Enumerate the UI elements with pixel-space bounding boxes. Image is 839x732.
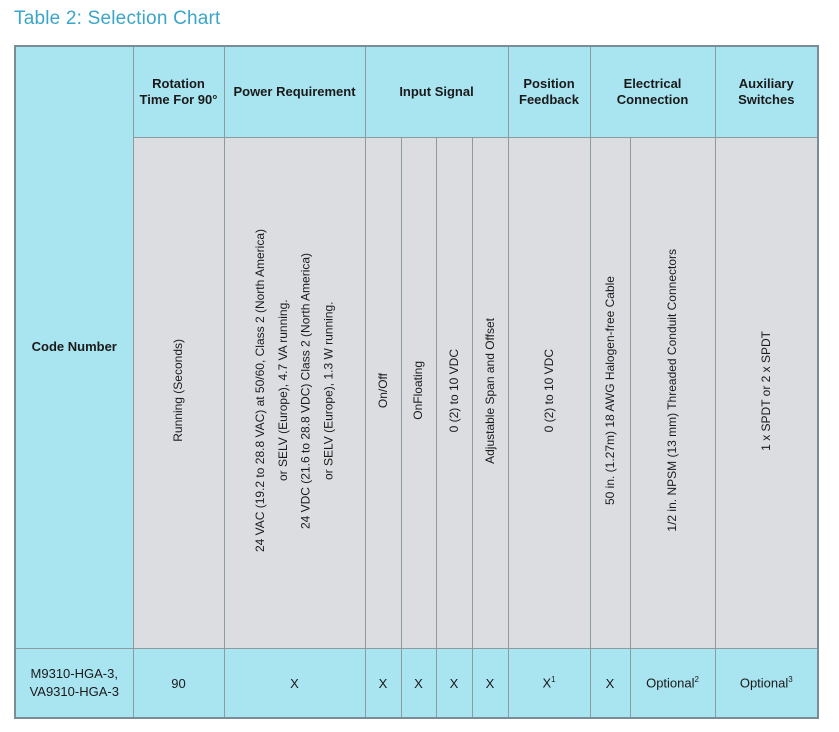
selection-table <box>14 45 819 719</box>
row-code-number <box>15 649 133 719</box>
input-span-text: Adjustable Span and Offset <box>482 317 497 464</box>
auxiliary-text: 1 x SPDT or 2 x SPDT <box>758 330 773 451</box>
power-line3: 24 VDC (21.6 to 28.8 VDC) Class 2 (North America) <box>298 252 313 529</box>
header-power <box>224 46 365 138</box>
position-text: 0 (2) to 10 VDC <box>541 348 556 433</box>
header-auxiliary <box>715 46 818 138</box>
row-input-analog: X <box>436 649 472 719</box>
power-line1: 24 VAC (19.2 to 28.8 VAC) at 50/60, Class 2 (North America) <box>252 228 267 553</box>
subheader-row <box>15 138 818 649</box>
header-auxiliary-line1: Auxiliary <box>738 75 794 91</box>
subheader-input-span <box>472 138 508 649</box>
selection-chart <box>14 45 817 718</box>
row-electrical-conduit <box>630 649 715 719</box>
power-line2: or SELV (Europe), 4.7 VA running. <box>275 299 290 482</box>
subheader-input-onoff <box>365 138 401 649</box>
code-line1: M9310-HGA-3, <box>30 666 118 682</box>
subheader-electrical-conduit <box>630 138 715 649</box>
row-input-span: X <box>472 649 508 719</box>
header-rotation-line1: Rotation <box>152 75 205 91</box>
row-rotation: 90 <box>133 649 224 719</box>
header-power-label: Power Requirement <box>233 83 356 99</box>
row-electrical-cable: X <box>590 649 630 719</box>
row-auxiliary <box>715 649 818 719</box>
header-auxiliary-line2: Switches <box>738 92 795 107</box>
row-position <box>508 649 590 719</box>
header-code-label: Code Number <box>31 339 117 355</box>
table-row <box>15 649 818 719</box>
subheader-auxiliary <box>715 138 818 649</box>
position-value: X <box>542 675 552 691</box>
header-electrical <box>590 46 715 138</box>
header-row <box>15 46 818 138</box>
row-input-floating: X <box>401 649 436 719</box>
header-input-signal <box>365 46 508 138</box>
input-onoff-text: On/Off <box>375 372 390 409</box>
subheader-rotation <box>133 138 224 649</box>
table-title: Table 2: Selection Chart <box>14 8 221 29</box>
power-line4: or SELV (Europe), 1.3 W running. <box>321 301 336 480</box>
footnote-3: 3 <box>788 675 793 685</box>
rotation-text: Running (Seconds) <box>171 339 186 442</box>
electrical-conduit-text: 1/2 in. NPSM (13 mm) Threaded Conduit Connectors <box>665 249 680 532</box>
input-floating-text: OnFloating <box>411 361 426 420</box>
subheader-position <box>508 138 590 649</box>
header-electrical-line1: Electrical <box>623 75 682 91</box>
header-rotation-line2: Time For 90° <box>139 92 218 107</box>
header-rotation <box>133 46 224 138</box>
header-input-label: Input Signal <box>399 83 474 99</box>
header-position-line2: Feedback <box>519 92 579 107</box>
electrical-cable-text: 50 in. (1.27m) 18 AWG Halogen-free Cable <box>602 275 617 505</box>
header-position-line1: Position <box>523 75 575 91</box>
code-line2: VA9310-HGA-3 <box>29 684 119 699</box>
subheader-electrical-cable <box>590 138 630 649</box>
row-input-onoff: X <box>365 649 401 719</box>
footnote-2: 2 <box>694 675 699 685</box>
header-position <box>508 46 590 138</box>
header-code-number <box>15 46 133 649</box>
auxiliary-value: Optional <box>739 675 789 691</box>
subheader-input-analog <box>436 138 472 649</box>
subheader-power <box>224 138 365 649</box>
header-electrical-line2: Connection <box>616 92 689 107</box>
subheader-input-floating <box>401 138 436 649</box>
conduit-value: Optional <box>646 675 695 691</box>
power-text <box>249 229 340 552</box>
footnote-1: 1 <box>551 675 556 685</box>
row-power: X <box>224 649 365 719</box>
input-analog-text: 0 (2) to 10 VDC <box>446 348 461 433</box>
